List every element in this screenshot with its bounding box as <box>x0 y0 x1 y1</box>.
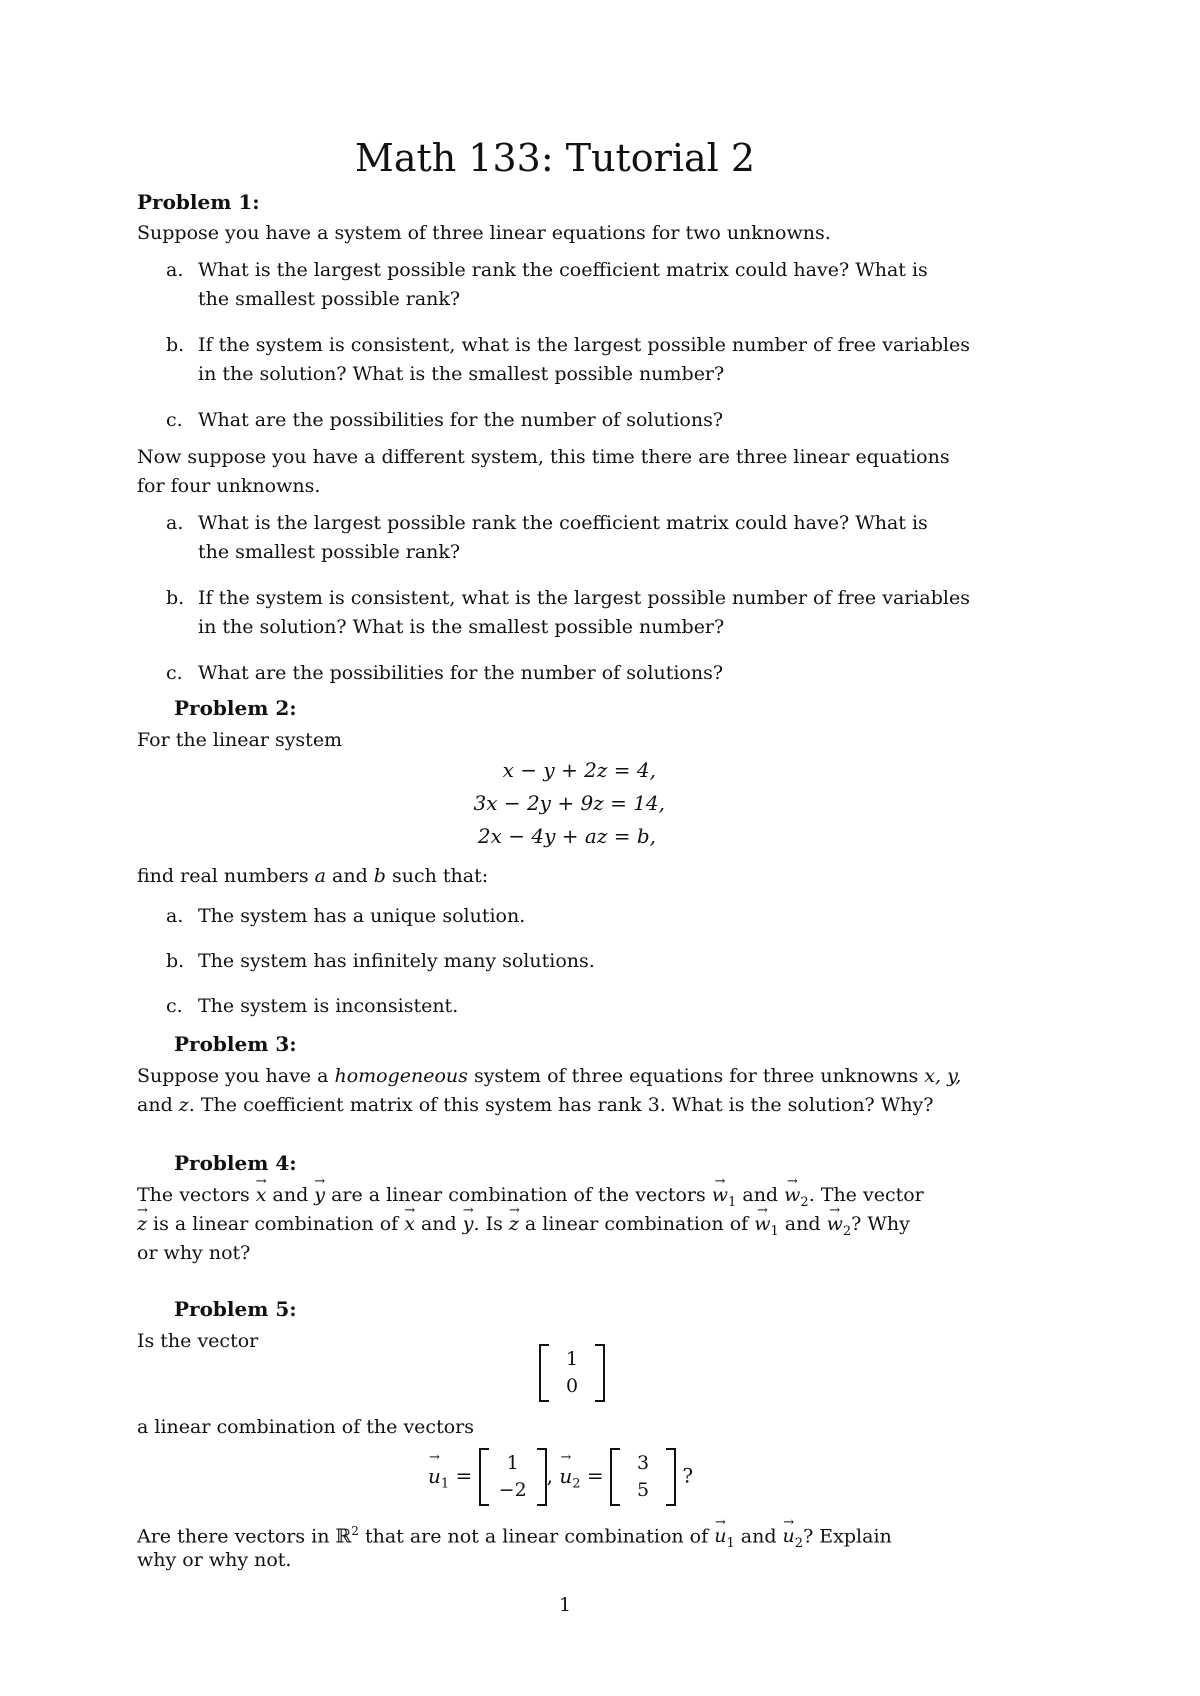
text-fragment: a linear combination of <box>518 1213 755 1235</box>
item-text: What are the possibilities for the number of solutions? <box>198 409 724 431</box>
u1-vector <box>479 1448 547 1506</box>
problem-1-item-b-cont: in the solution? What is the smallest possible number? <box>198 363 725 385</box>
item-label: b. <box>166 587 185 609</box>
item-label: c. <box>166 662 183 684</box>
text-fragment: and <box>736 1184 785 1206</box>
vector-entries <box>620 1448 666 1506</box>
problem-1-part2-item-b <box>166 584 970 613</box>
text-fragment: and <box>414 1213 463 1235</box>
vector-u1: → u <box>428 1464 441 1488</box>
vector-entries <box>489 1448 537 1506</box>
text-fragment: find real numbers <box>137 865 315 887</box>
vector-w: → w <box>784 1181 800 1210</box>
column-vector <box>539 1344 605 1402</box>
item-label: b. <box>166 334 185 356</box>
problem-2-find-line <box>137 862 488 891</box>
vector-u2: → u <box>559 1464 572 1488</box>
problem-2-intro: For the linear system <box>137 729 343 751</box>
item-text: If the system is consistent, what is the largest possible number of free variables <box>198 587 970 609</box>
problem-5-lincomb-line: a linear combination of the vectors <box>137 1416 474 1438</box>
item-text: If the system is consistent, what is the largest possible number of free variables <box>198 334 970 356</box>
vector-entry: 1 <box>506 1452 519 1474</box>
text-fragment: and <box>325 865 374 887</box>
problem-1-part2-item-a <box>166 509 928 538</box>
problem-4-line3: or why not? <box>137 1242 251 1264</box>
problem-5-intro: Is the vector <box>137 1330 259 1352</box>
emphasis-homogeneous: homogeneous <box>334 1065 468 1087</box>
question-mark: ? <box>682 1463 694 1488</box>
vector-x: → x <box>404 1210 415 1239</box>
vector-entry: 1 <box>565 1348 579 1370</box>
equation-2: 3x − 2y + 9z = 14, <box>473 791 665 815</box>
text-fragment: . The vector <box>808 1184 924 1206</box>
problem-2-heading: Problem 2: <box>174 696 297 720</box>
subscript: 1 <box>770 1223 779 1239</box>
subscript: 2 <box>800 1194 809 1210</box>
problem-1-item-b <box>166 331 970 360</box>
text-fragment: The vectors <box>137 1184 256 1206</box>
text-fragment: that are not a linear combination of <box>358 1525 715 1548</box>
problem-1-item-a-cont: the smallest possible rank? <box>198 288 461 310</box>
problem-1-part2-item-a-cont: the smallest possible rank? <box>198 541 461 563</box>
vector-entry: 5 <box>637 1479 650 1501</box>
item-text: What are the possibilities for the number of solutions? <box>198 662 724 684</box>
text-fragment: is a linear combination of <box>147 1213 405 1235</box>
u-vectors-equation <box>428 1448 693 1506</box>
text-fragment: . The coefficient matrix of this system has rank 3. What is the solution? Why? <box>188 1094 934 1116</box>
right-bracket <box>595 1344 605 1402</box>
problem-2-item-b <box>166 947 595 976</box>
text-fragment: and <box>137 1094 179 1116</box>
vector-entries <box>549 1344 595 1402</box>
problem-1-item-a <box>166 256 928 285</box>
text-fragment: such that: <box>385 865 489 887</box>
text-fragment: and <box>266 1184 315 1206</box>
item-text: The system has a unique solution. <box>198 905 526 927</box>
item-text: The system has infinitely many solutions. <box>198 950 595 972</box>
var-b: b <box>373 865 386 887</box>
target-vector <box>539 1344 605 1402</box>
vars-xy: x, y, <box>924 1065 962 1087</box>
problem-3-line1 <box>137 1062 961 1091</box>
item-label: b. <box>166 950 185 972</box>
vector-y: → y <box>463 1210 474 1239</box>
subscript: 1 <box>728 1194 737 1210</box>
text-fragment: are a linear combination of the vectors <box>325 1184 712 1206</box>
item-label: a. <box>166 905 184 927</box>
problem-4-line2 <box>137 1210 910 1246</box>
subscript: 2 <box>842 1223 852 1239</box>
left-bracket <box>539 1344 549 1402</box>
equals-sign: = <box>580 1463 611 1488</box>
item-text: What is the largest possible rank the coefficient matrix could have? What is <box>198 512 928 534</box>
item-text: What is the largest possible rank the coefficient matrix could have? What is <box>198 259 928 281</box>
var-z: z <box>178 1094 189 1116</box>
page-number: 1 <box>558 1594 572 1616</box>
vector-w: → w <box>712 1181 728 1210</box>
problem-3-heading: Problem 3: <box>174 1032 297 1056</box>
vector-entry: −2 <box>498 1479 527 1501</box>
right-bracket <box>537 1448 547 1506</box>
problem-1-part2-item-c <box>166 659 723 688</box>
text-fragment: ? Explain <box>803 1525 892 1548</box>
problem-4-heading: Problem 4: <box>174 1151 297 1175</box>
problem-1-item-c <box>166 406 723 435</box>
subscript: 2 <box>572 1476 581 1492</box>
item-text: The system is inconsistent. <box>198 995 459 1017</box>
problem-5-heading: Problem 5: <box>174 1297 297 1321</box>
vector-y: → y <box>314 1181 325 1210</box>
text-fragment: and <box>734 1525 783 1548</box>
comma: , <box>546 1463 554 1488</box>
var-a: a <box>314 865 326 887</box>
superscript: 2 <box>351 1524 359 1538</box>
subscript: 1 <box>726 1536 735 1552</box>
left-bracket <box>479 1448 489 1506</box>
item-label: c. <box>166 409 183 431</box>
text-fragment: Suppose you have a <box>137 1065 335 1087</box>
vector-w: → w <box>827 1210 843 1239</box>
text-fragment: and <box>778 1213 827 1235</box>
problem-1-part2-item-b-cont: in the solution? What is the smallest possible number? <box>198 616 725 638</box>
problem-2-item-c <box>166 992 458 1021</box>
problem-1-intro: Suppose you have a system of three linear equations for two unknowns. <box>137 222 831 244</box>
problem-1-now-line1: Now suppose you have a different system, this time there are three linear equations <box>137 446 950 468</box>
vector-u2: → u <box>783 1522 795 1551</box>
vector-z: → z <box>137 1210 147 1239</box>
vector-entry: 3 <box>637 1452 650 1474</box>
vector-z: → z <box>509 1210 519 1239</box>
item-label: a. <box>166 259 184 281</box>
page-title: Math 133: Tutorial 2 <box>354 136 756 180</box>
problem-2-item-a <box>166 902 525 931</box>
equals-sign: = <box>449 1463 479 1488</box>
text-fragment: . Is <box>473 1213 509 1235</box>
left-bracket <box>610 1448 620 1506</box>
problem-5-line-why: why or why not. <box>137 1549 292 1571</box>
subscript: 1 <box>440 1476 450 1492</box>
problem-1-now-line2: for four unknowns. <box>137 475 321 497</box>
equation-3: 2x − 4y + az = b, <box>477 824 656 848</box>
vector-entry: 0 <box>565 1375 579 1397</box>
item-label: c. <box>166 995 183 1017</box>
text-fragment: system of three equations for three unknowns <box>467 1065 925 1087</box>
text-fragment: Are there vectors in <box>137 1525 336 1548</box>
item-label: a. <box>166 512 184 534</box>
vector-w: → w <box>754 1210 770 1239</box>
text-fragment: ? Why <box>851 1213 910 1235</box>
problem-1-heading: Problem 1: <box>137 190 260 214</box>
problem-3-line2 <box>137 1091 933 1120</box>
right-bracket <box>666 1448 676 1506</box>
vector-u1: → u <box>714 1522 726 1551</box>
equation-1: x − y + 2z = 4, <box>502 758 656 782</box>
u2-vector <box>610 1448 676 1506</box>
reals-symbol: ℝ <box>335 1525 352 1548</box>
vector-x: → x <box>256 1181 267 1210</box>
subscript: 2 <box>794 1536 804 1552</box>
